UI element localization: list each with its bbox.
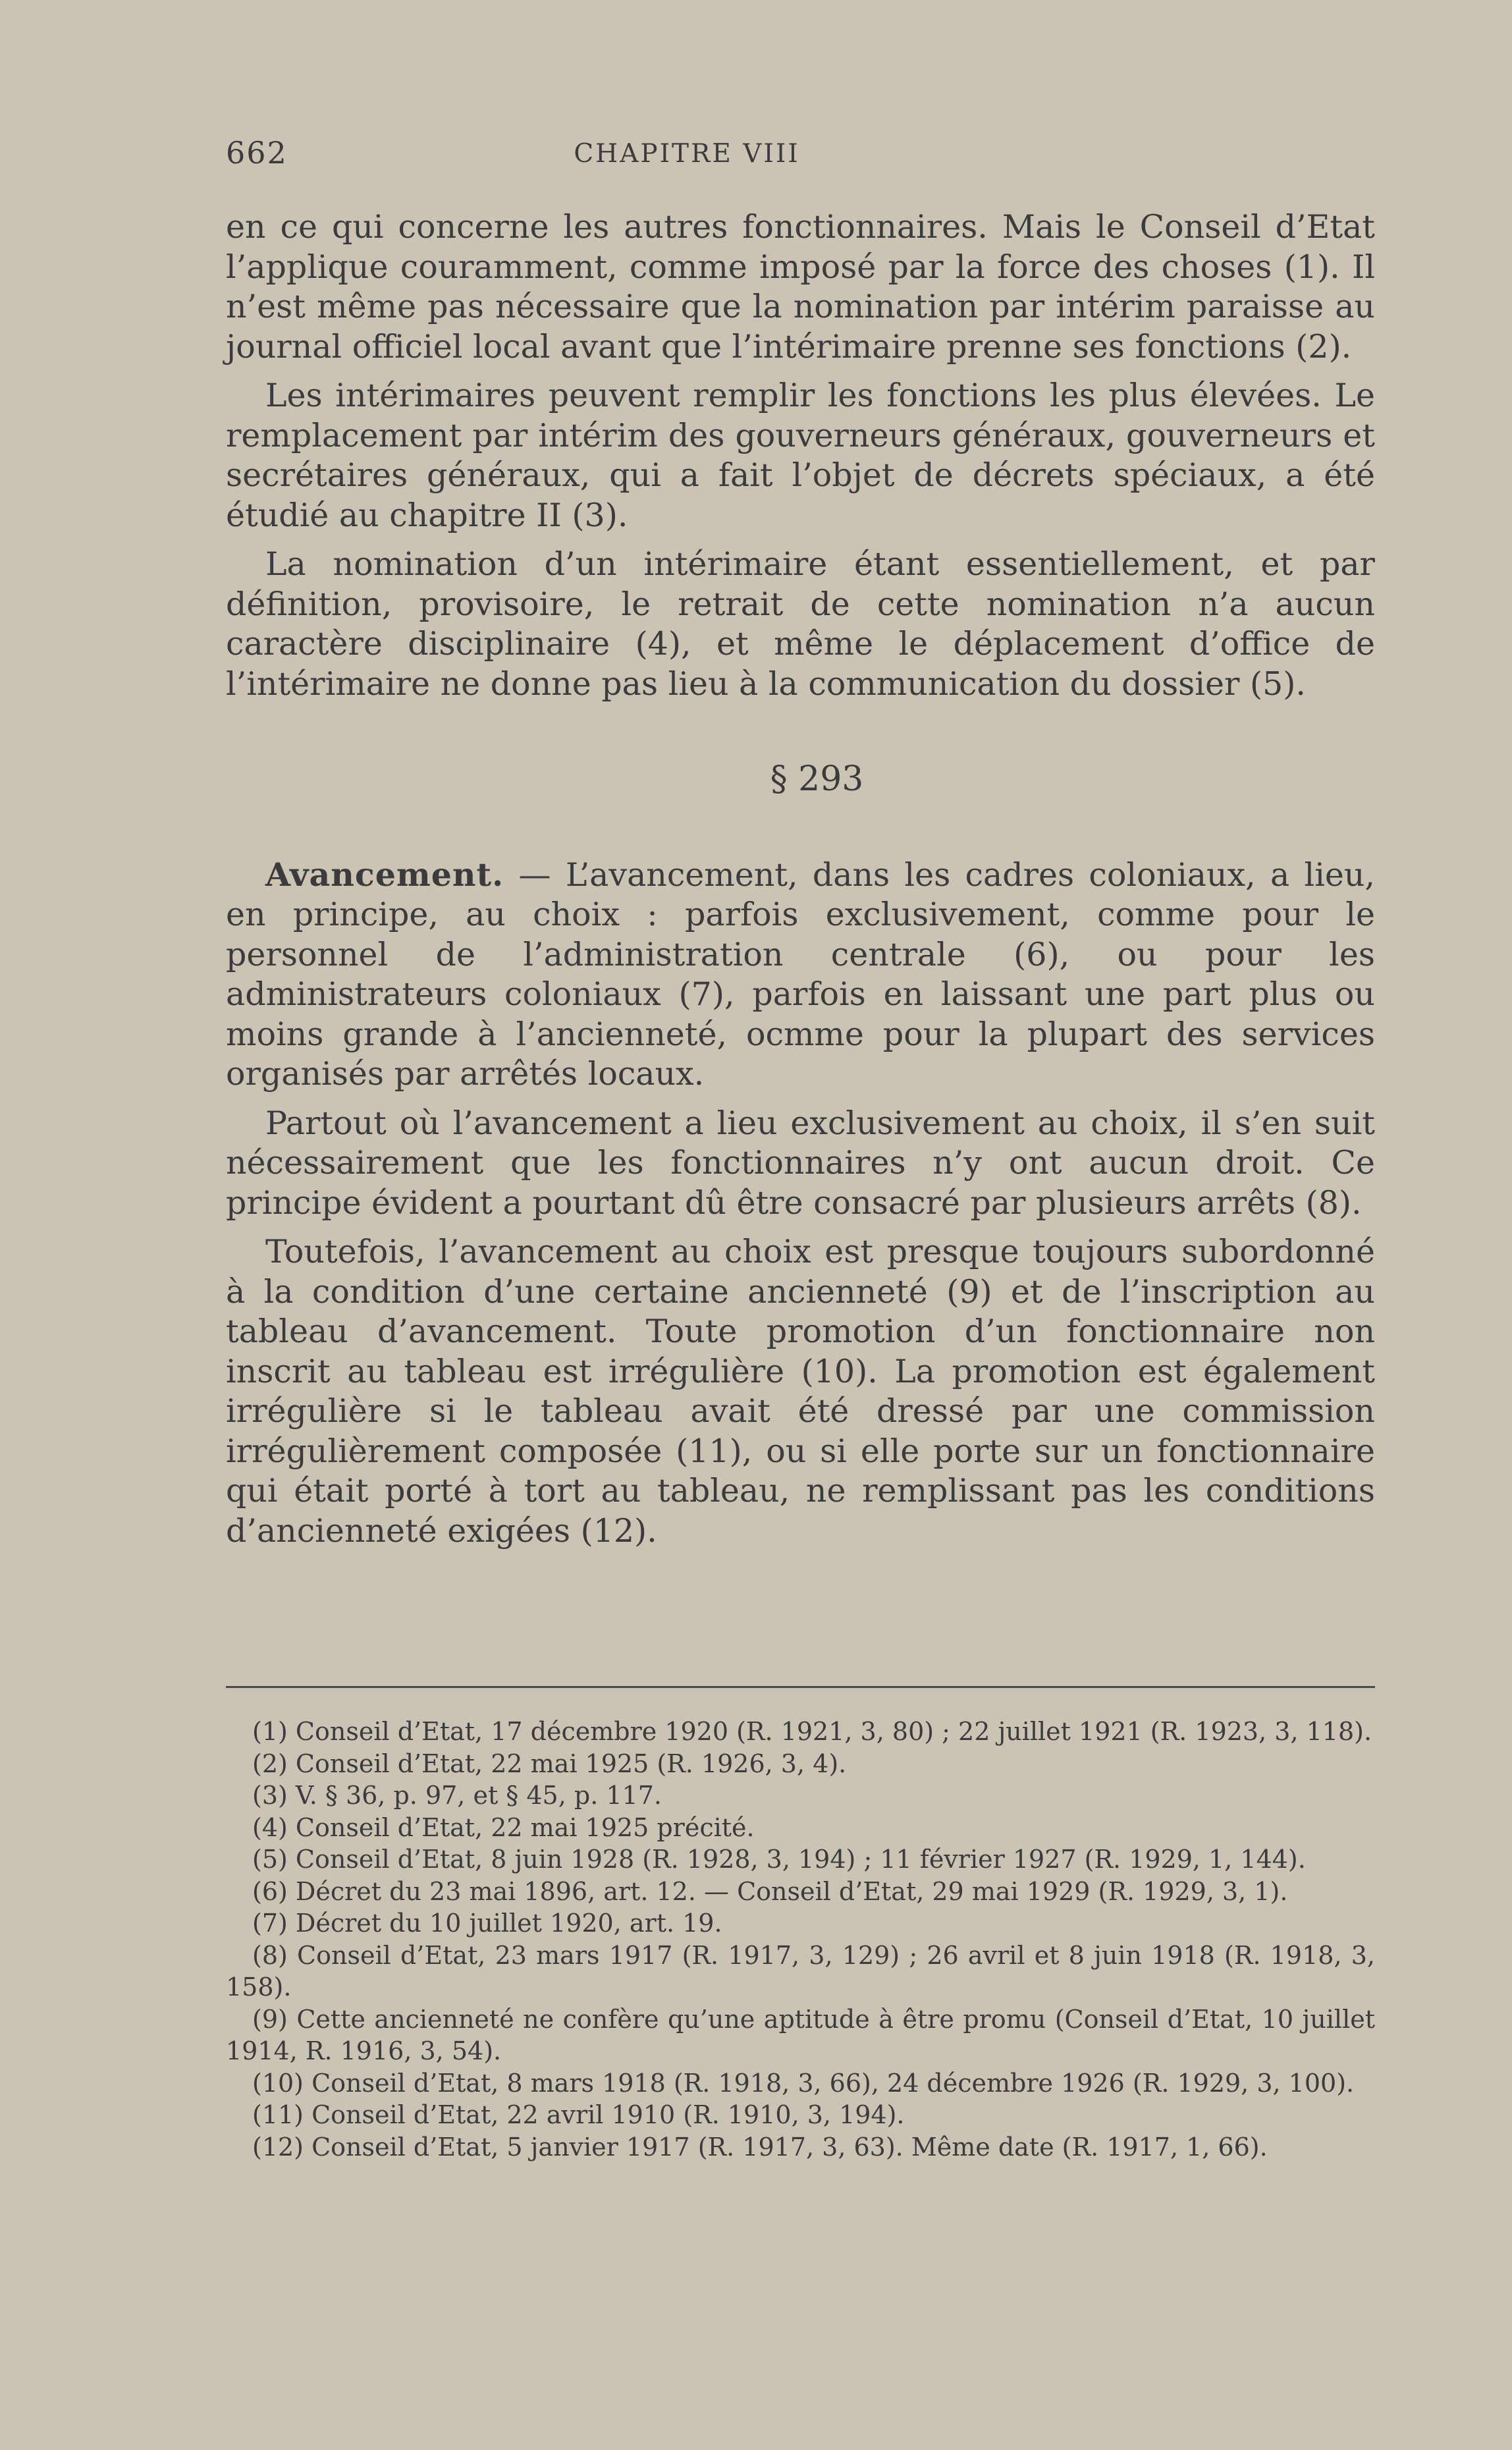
- footnote: (11) Conseil d’Etat, 22 avril 1910 (R. 1910, 3, 194).: [252, 2100, 905, 2129]
- paragraph: Toutefois, l’avancement au choix est presque toujours subordonné à la condition d’une certaine ancienneté (9) et de l’inscription au tableau d’avancement. Toute promotion d’un fonctionnaire non inscrit au tableau est irrégulière (10). La promotion est également irrégulière si le tableau avait été dressé par une commission irrégulièrement composée (11), ou si elle porte sur un fonctionnaire qui était porté à tort au tableau, ne remplissant pas les conditions d’ancienneté exigées (12).: [226, 1233, 1375, 1550]
- page-number: 662: [226, 135, 288, 171]
- footnote: (12) Conseil d’Etat, 5 janvier 1917 (R. 1917, 3, 63). Même date (R. 1917, 1, 66).: [252, 2132, 1268, 2162]
- paragraph: Les intérimaires peuvent remplir les fonctions les plus élevées. Le remplacement par intérim des gouverneurs généraux, gouverneurs et secrétaires généraux, qui a fait l’objet de décrets spéciaux, a été étudié au chapitre II (3).: [226, 377, 1375, 534]
- section-heading: § 293: [770, 759, 864, 799]
- footnote: (9) Cette ancienneté ne confère qu’une aptitude à être promu (Conseil d’Etat, 10 juillet 1914, R. 1916, 3, 54).: [226, 2004, 1375, 2065]
- chapter-title: CHAPITRE VIII: [574, 139, 800, 169]
- footnote: (5) Conseil d’Etat, 8 juin 1928 (R. 1928, 3, 194) ; 11 février 1927 (R. 1929, 1, 144).: [252, 1845, 1306, 1874]
- footnotes: [226, 1716, 1375, 2163]
- footnote: (7) Décret du 10 juillet 1920, art. 19.: [252, 1909, 722, 1938]
- footnote: (8) Conseil d’Etat, 23 mars 1917 (R. 1917, 3, 129) ; 26 avril et 8 juin 1918 (R. 1918, 3, 158).: [226, 1940, 1375, 2001]
- section-first-paragraph-text: L’avancement, dans les cadres coloniaux, a lieu, en principe, au choix : parfois exclusivement, comme pour le personnel de l’administration centrale (6), ou pour les administrateurs coloniaux (7), parfois en laissant une part plus ou moins grande à l’ancienneté, ocmme pour la plupart des services organisés par arrêtés locaux.: [226, 856, 1375, 1093]
- rubric-dash: —: [504, 856, 566, 894]
- paragraph: en ce qui concerne les autres fonctionnaires. Mais le Conseil d’Etat l’applique couramment, comme imposé par la force des choses (1). Il n’est même pas nécessaire que la nomination par intérim paraisse au journal officiel local avant que l’intérimaire prenne ses fonctions (2).: [226, 208, 1375, 366]
- section-first-paragraph: [226, 855, 1375, 1095]
- footnote: (2) Conseil d’Etat, 22 mai 1925 (R. 1926, 3, 4).: [252, 1749, 847, 1778]
- footnote: (6) Décret du 23 mai 1896, art. 12. — Conseil d’Etat, 29 mai 1929 (R. 1929, 3, 1).: [252, 1876, 1288, 1906]
- running-head: [226, 135, 1375, 175]
- footnote-rule: [226, 1686, 1375, 1688]
- footnote: (1) Conseil d’Etat, 17 décembre 1920 (R. 1921, 3, 80) ; 22 juillet 1921 (R. 1923, 3, 118).: [252, 1717, 1372, 1746]
- paragraph: Partout où l’avancement a lieu exclusivement au choix, il s’en suit nécessairement que les fonctionnaires n’y ont aucun droit. Ce principe évident a pourtant dû être consacré par plusieurs arrêts (8).: [226, 1104, 1375, 1222]
- section-rubric: Avancement.: [265, 855, 504, 894]
- body-text: [226, 207, 1375, 1551]
- footnote: (10) Conseil d’Etat, 8 mars 1918 (R. 1918, 3, 66), 24 décembre 1926 (R. 1929, 3, 100).: [252, 2068, 1355, 2098]
- paragraph: La nomination d’un intérimaire étant essentiellement, et par définition, provisoire, le retrait de cette nomination n’a aucun caractère disciplinaire (4), et même le déplacement d’office de l’intérimaire ne donne pas lieu à la communication du dossier (5).: [226, 545, 1375, 703]
- footnote: (3) V. § 36, p. 97, et § 45, p. 117.: [252, 1781, 662, 1810]
- footnote: (4) Conseil d’Etat, 22 mai 1925 précité.: [252, 1812, 755, 1842]
